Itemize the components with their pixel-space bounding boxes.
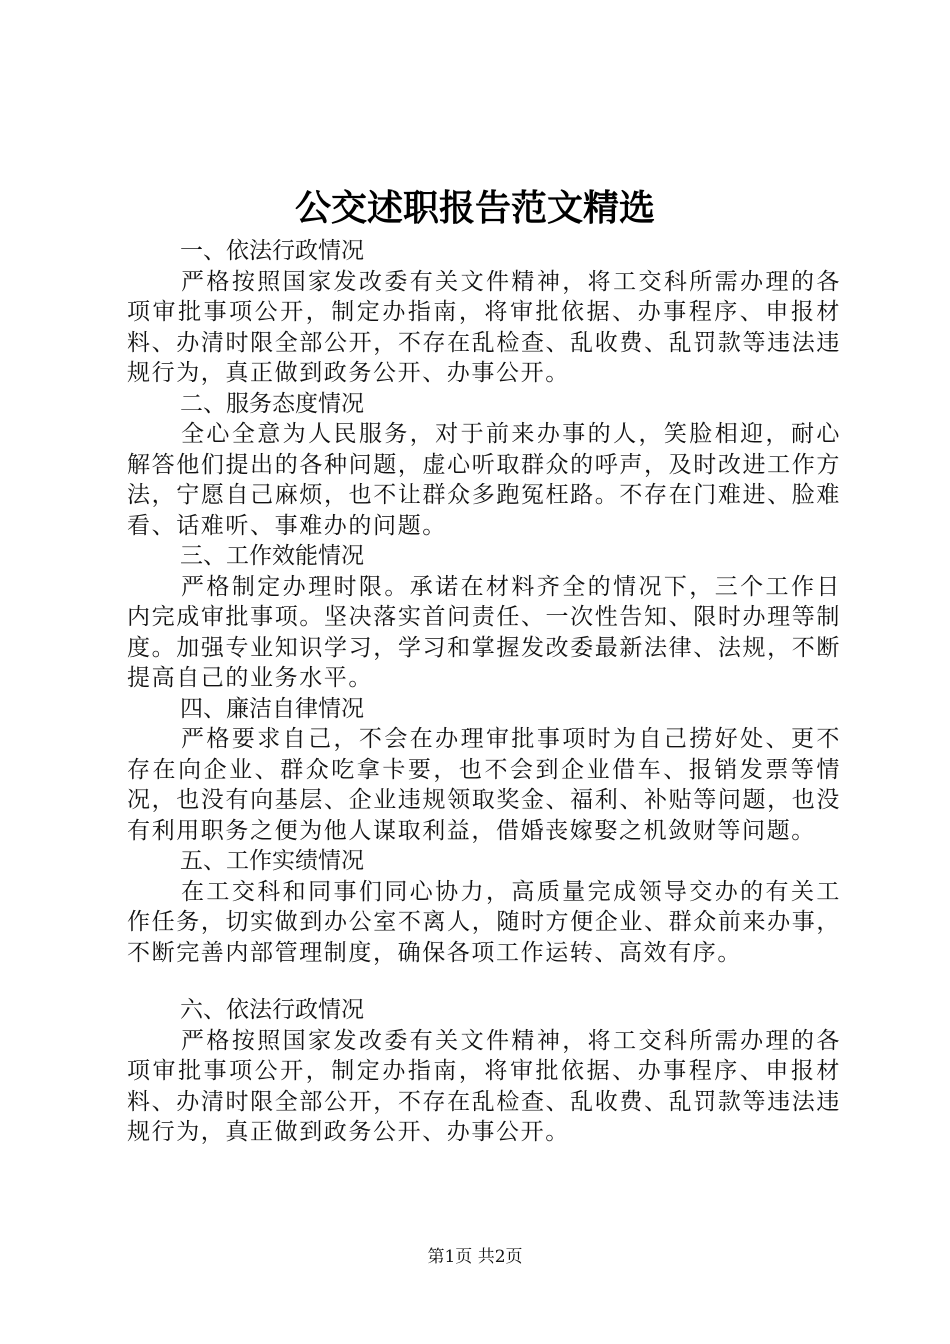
section-heading: 一、依法行政情况 [180,238,364,264]
section [127,694,841,847]
section-heading: 六、依法行政情况 [180,997,364,1023]
blank-line [127,968,841,995]
page-footer: 第1页 共2页 [427,1247,523,1267]
section [127,995,841,1148]
section-paragraph: 严格按照国家发改委有关文件精神，将工交科所需办理的各项审批事项公开，制定办指南，将审批依据、办事程序、申报材料、办清时限全部公开，不存在乱检查、乱收费、乱罚款等违法违规行为，真正做到政务公开、办事公开。 [127,268,841,386]
section [127,236,841,389]
section-paragraph: 严格要求自己，不会在办理审批事项时为自己捞好处、更不存在向企业、群众吃拿卡要，也不会到企业借车、报销发票等情况，也没有向基层、企业违规领取奖金、福利、补贴等问题，也没有利用职务之便为他人谋取利益，借婚丧嫁娶之机敛财等问题。 [127,726,841,844]
document-body [127,236,841,1148]
section-heading: 二、服务态度情况 [180,390,364,417]
section-heading: 三、工作效能情况 [180,543,364,569]
section-heading: 四、廉洁自律情况 [180,695,364,722]
section-heading: 五、工作实绩情况 [180,848,364,874]
section [127,541,841,694]
section [127,389,841,542]
section-paragraph: 全心全意为人民服务，对于前来办事的人，笑脸相迎，耐心解答他们提出的各种问题，虚心听取群众的呼声，及时改进工作方法，宁愿自己麻烦，也不让群众多跑冤枉路。不存在门难进、脸难看、话难听、事难办的问题。 [127,421,841,539]
section [127,846,841,968]
section-paragraph: 严格按照国家发改委有关文件精神，将工交科所需办理的各项审批事项公开，制定办指南，将审批依据、办事程序、申报材料、办清时限全部公开，不存在乱检查、乱收费、乱罚款等违法违规行为，真正做到政务公开、办事公开。 [127,1027,841,1145]
section-paragraph: 在工交科和同事们同心协力，高质量完成领导交办的有关工作任务，切实做到办公室不离人，随时方便企业、群众前来办事，不断完善内部管理制度，确保各项工作运转、高效有序。 [127,878,841,966]
document-title: 公交述职报告范文精选 [294,187,655,229]
section-paragraph: 严格制定办理时限。承诺在材料齐全的情况下，三个工作日内完成审批事项。坚决落实首问责任、一次性告知、限时办理等制度。加强专业知识学习，学习和掌握发改委最新法律、法规，不断提高自己的业务水平。 [127,573,841,691]
